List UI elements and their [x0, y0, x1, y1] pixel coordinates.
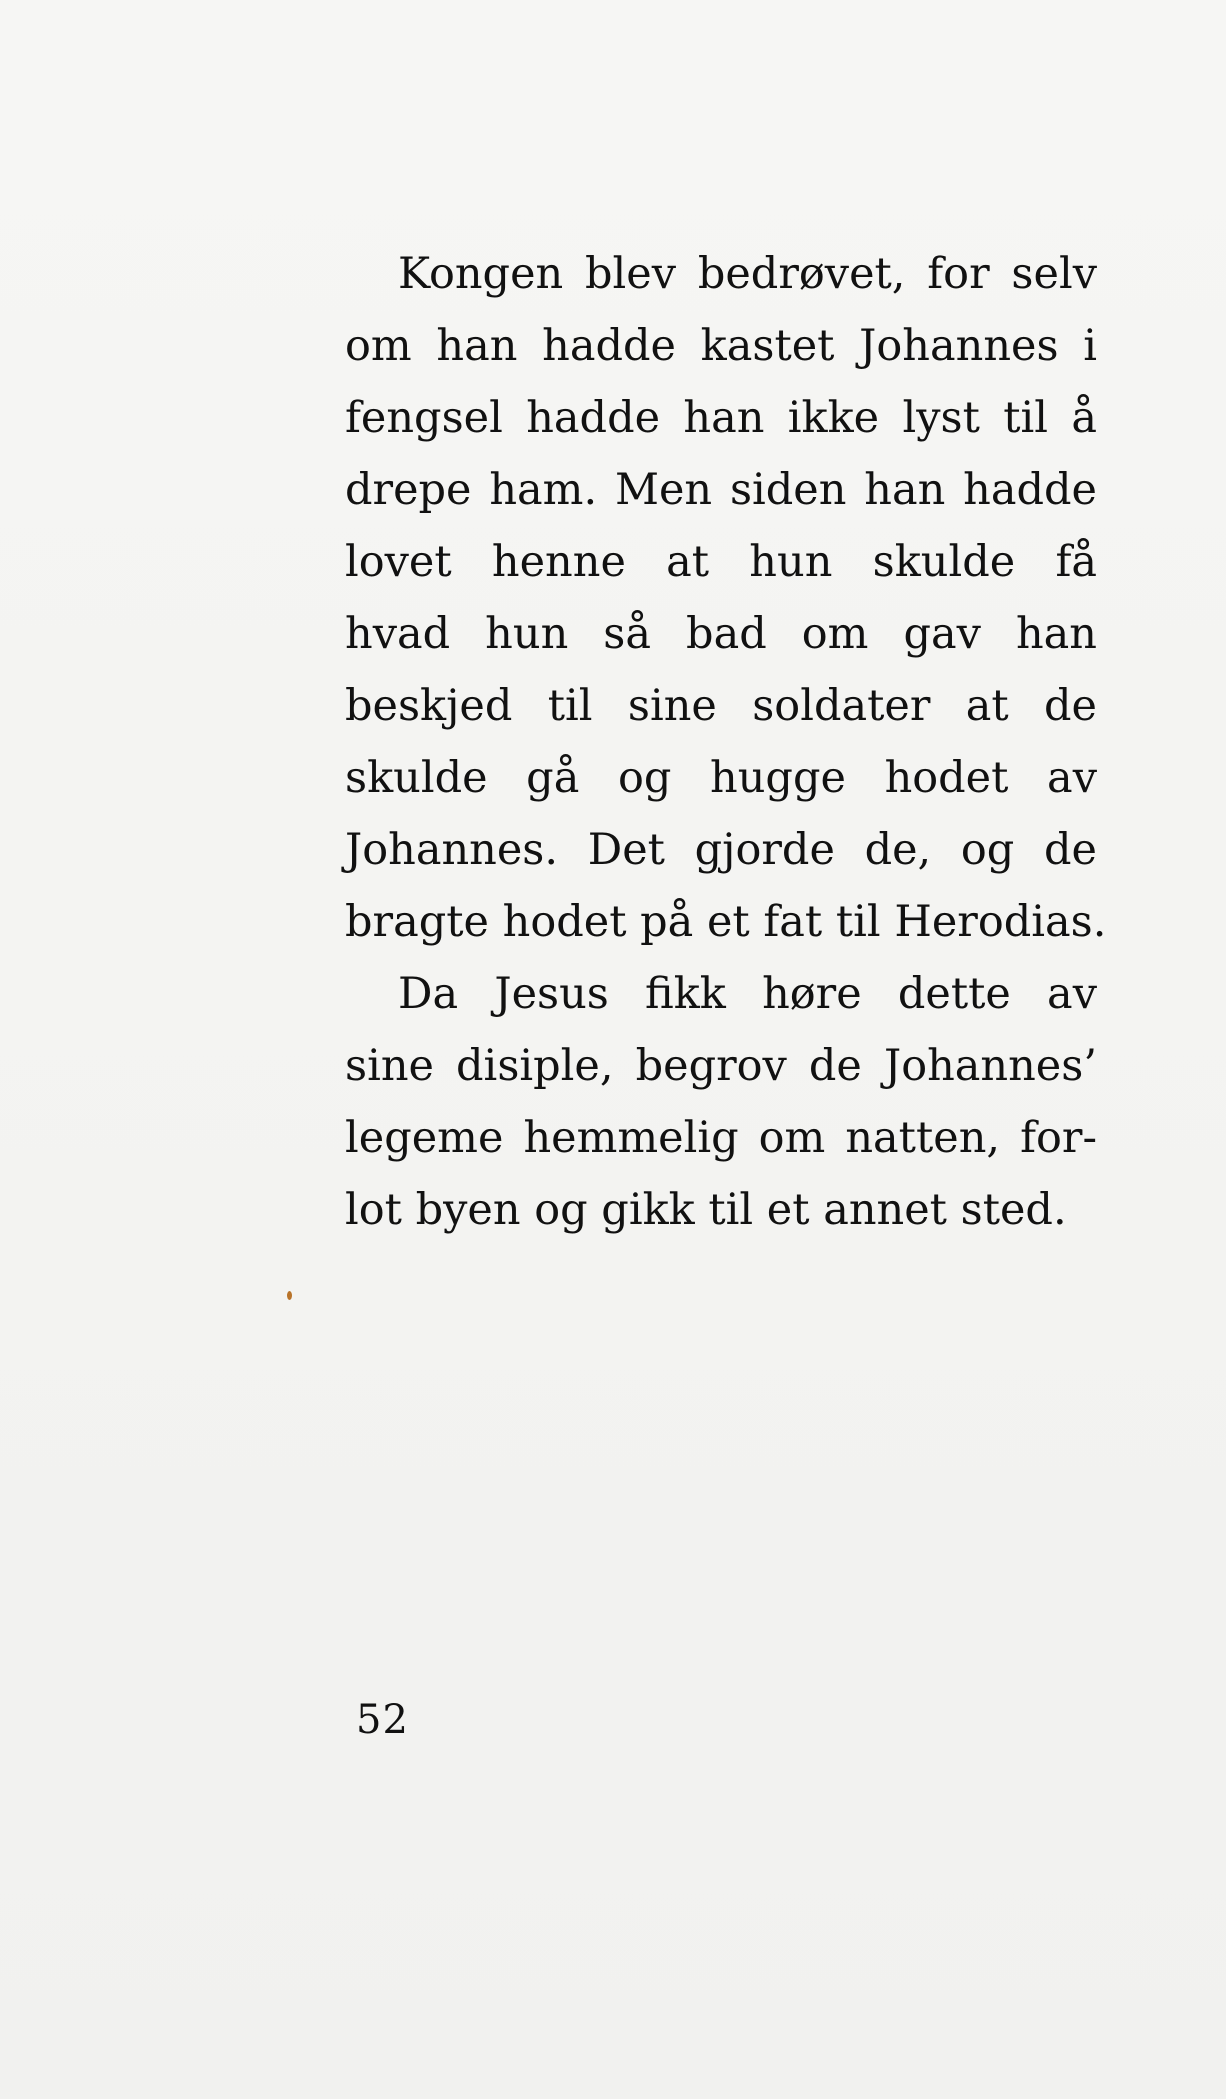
text-line: beskjed til sine soldater at de [345, 681, 1097, 731]
body-text [345, 238, 1107, 1246]
text-line: Da Jesus fikk høre dette av [398, 969, 1097, 1019]
ink-speck [287, 1291, 292, 1300]
text-line: hvad hun så bad om gav han [345, 609, 1097, 659]
text-line: legeme hemmelig om natten, for- [345, 1113, 1097, 1163]
text-line: sine disiple, begrov de Johannes’ [345, 1041, 1097, 1091]
text-line: skulde gå og hugge hodet av [345, 753, 1097, 803]
text-line: lot byen og gikk til et annet sted. [345, 1185, 1067, 1235]
text-line: fengsel hadde han ikke lyst til å [345, 393, 1097, 443]
page-number: 52 [356, 1697, 409, 1743]
text-line: drepe ham. Men siden han hadde [345, 465, 1097, 515]
text-line: Kongen blev bedrøvet, for selv [398, 249, 1097, 299]
text-line: bragte hodet på et fat til Herodias. [345, 897, 1107, 947]
text-line: om han hadde kastet Johannes i [345, 321, 1097, 371]
text-line: lovet henne at hun skulde få [345, 537, 1097, 587]
text-line: Johannes. Det gjorde de, og de [345, 825, 1097, 875]
